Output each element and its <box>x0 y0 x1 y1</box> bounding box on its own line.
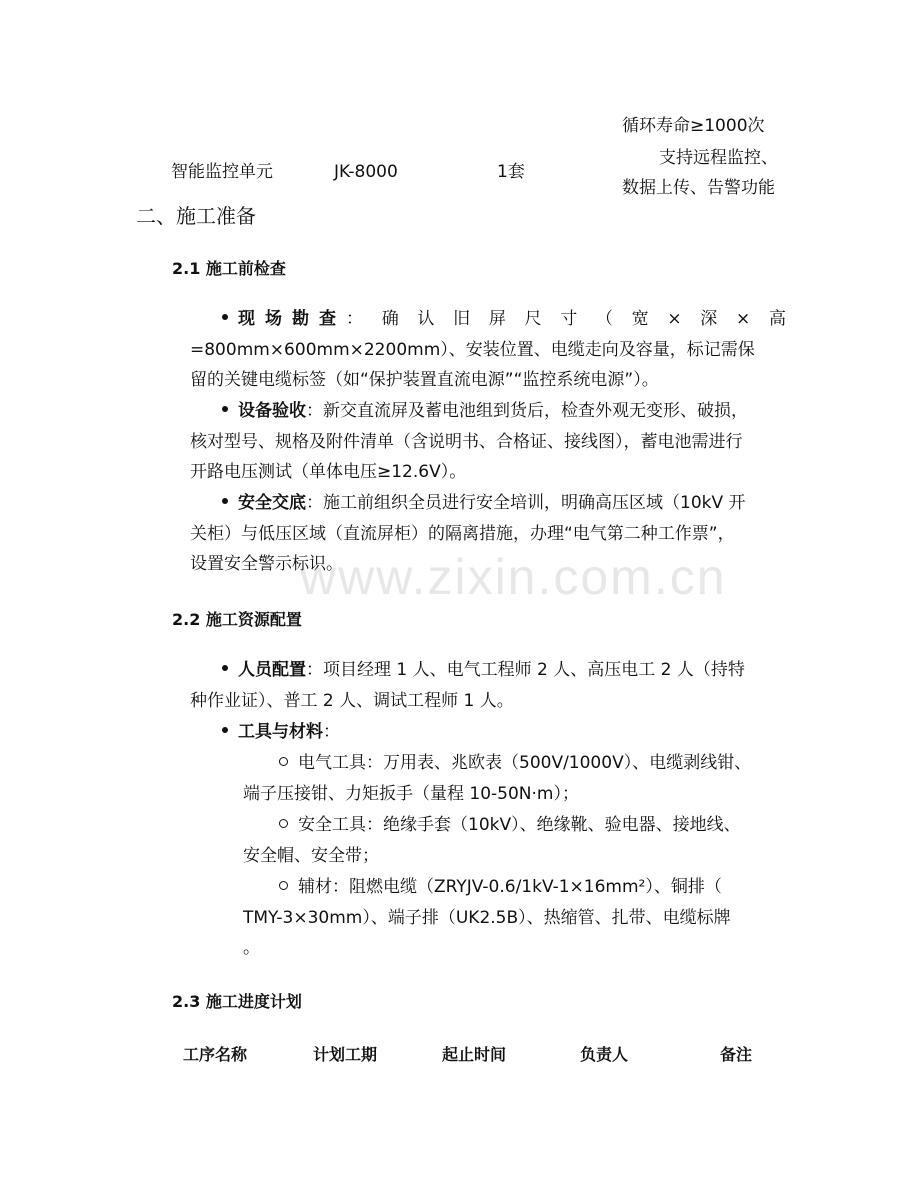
item-sep: ： <box>306 660 323 680</box>
justified-char: 宽 <box>631 309 649 329</box>
safety-tools-first-line <box>243 810 788 841</box>
table-header-time: 起止时间 <box>442 1045 507 1064</box>
personnel-line-2: 种作业证）、普工 2 人、调试工程师 1 人。 <box>190 690 514 711</box>
site-survey-line-3: 留的关键电缆标签（如“保护装置直流电源”“监控系统电源”）。 <box>190 370 659 390</box>
electrical-tools-line-2: 端子压接钳、力矩扳手（量程 10-50N·m）； <box>243 783 579 804</box>
item-label: 人员配置 <box>238 660 306 680</box>
item-text: 施工前组织全员进行安全培训，明确高压区域（10kV 开 <box>323 493 746 513</box>
equipment-remark-line-1: 循环寿命≥1000次 <box>622 116 765 136</box>
item-sep: ： <box>346 309 363 329</box>
equipment-remark-line-2: 支持远程监控、 <box>659 148 778 168</box>
item-label: 设备验收 <box>238 401 306 421</box>
subitem-text: 安全工具：绝缘手套（10kV）、绝缘靴、验电器、接地线、 <box>298 815 741 835</box>
equipment-acceptance-line-3: 开路电压测试（单体电压≥12.6V）。 <box>190 462 467 482</box>
equipment-acceptance-first-line <box>190 396 786 427</box>
list-item-equipment-acceptance <box>190 396 786 488</box>
justified-char: 深 <box>700 309 718 329</box>
justified-char: 确 <box>381 309 399 329</box>
subitem-text: 辅材：阻燃电缆（ZRYJV-0.6/1kV-1×16mm²）、铜排（ <box>298 877 722 897</box>
circle-bullet-icon <box>279 757 288 766</box>
site-survey-line-2: =800mm×600mm×2200mm）、安装位置、电缆走向及容量，标记需保 <box>190 339 755 360</box>
equipment-qty: 1套 <box>497 162 525 182</box>
bullet-icon <box>222 727 228 733</box>
bullet-icon <box>222 314 228 320</box>
item-text: 新交直流屏及蓄电池组到货后，检查外观无变形、破损， <box>323 401 748 421</box>
list-item-safety-briefing <box>190 488 786 580</box>
site-survey-first-line <box>190 304 786 335</box>
equipment-acceptance-line-2: 核对型号、规格及附件清单（含说明书、合格证、接线图），蓄电池需进行 <box>190 431 743 452</box>
item-text: 项目经理 1 人、电气工程师 2 人、高压电工 2 人（持特 <box>323 660 745 680</box>
subitem-electrical-tools <box>243 748 788 809</box>
item-label: 现场勘查 <box>238 309 346 329</box>
table-header-process: 工序名称 <box>183 1045 248 1064</box>
justified-char: 屏 <box>488 309 506 329</box>
safety-briefing-line-2: 关柜）与低压区域（直流屏柜）的隔离措施，办理“电气第二种工作票”， <box>190 523 735 544</box>
section-2-title: 二、施工准备 <box>136 204 256 228</box>
equipment-remark-line-3: 数据上传、告警功能 <box>622 178 775 198</box>
subsection-2-1-title: 2.1 施工前检查 <box>172 259 286 278</box>
item-sep: ： <box>306 493 323 513</box>
table-header-duration: 计划工期 <box>313 1045 378 1064</box>
equipment-model: JK-8000 <box>334 162 398 182</box>
circle-bullet-icon <box>279 819 288 828</box>
safety-tools-line-2: 安全帽、安全带； <box>243 845 379 866</box>
table-header-remark: 备注 <box>720 1045 753 1064</box>
item-sep: ： <box>323 722 340 742</box>
subitem-text: 电气工具：万用表、兆欧表（500V/1000V）、电缆剥线钳、 <box>298 753 752 773</box>
site-survey-lead <box>190 304 363 335</box>
justified-char: 旧 <box>453 309 471 329</box>
equipment-name: 智能监控单元 <box>171 162 273 182</box>
justified-char: 认 <box>417 309 435 329</box>
table-header-owner: 负责人 <box>580 1045 629 1064</box>
circle-bullet-icon <box>279 881 288 890</box>
subitem-safety-tools <box>243 810 788 871</box>
list-item-tools <box>190 717 786 748</box>
list-item-personnel <box>190 655 786 716</box>
auxiliary-line-2: TMY-3×30mm）、端子排（UK2.5B）、热缩管、扎带、电缆标牌 <box>243 907 731 928</box>
justified-char: 寸 <box>560 309 578 329</box>
item-sep: ： <box>306 401 323 421</box>
electrical-tools-first-line <box>243 748 788 779</box>
item-label: 工具与材料 <box>238 722 323 742</box>
subsection-2-2-title: 2.2 施工资源配置 <box>172 610 302 629</box>
bullet-icon <box>222 665 228 671</box>
item-label: 安全交底 <box>238 493 306 513</box>
watermark: www.zixin.com.cn <box>300 549 727 605</box>
bullet-icon <box>222 498 228 504</box>
subsection-2-3-title: 2.3 施工进度计划 <box>172 992 302 1011</box>
justified-char: × <box>735 309 751 329</box>
bullet-icon <box>222 406 228 412</box>
auxiliary-first-line <box>243 872 788 903</box>
personnel-first-line <box>190 655 786 686</box>
justified-char: 高 <box>768 309 786 329</box>
justified-char: 尺 <box>524 309 542 329</box>
list-item-site-survey <box>190 304 786 396</box>
justified-char: （ <box>595 309 613 329</box>
safety-briefing-line-3: 设置安全警示标识。 <box>190 554 343 574</box>
subitem-auxiliary-materials <box>243 872 788 964</box>
safety-briefing-first-line <box>190 488 786 519</box>
justified-char: × <box>667 309 682 329</box>
tools-first-line <box>190 717 786 748</box>
auxiliary-line-3: 。 <box>243 938 260 958</box>
